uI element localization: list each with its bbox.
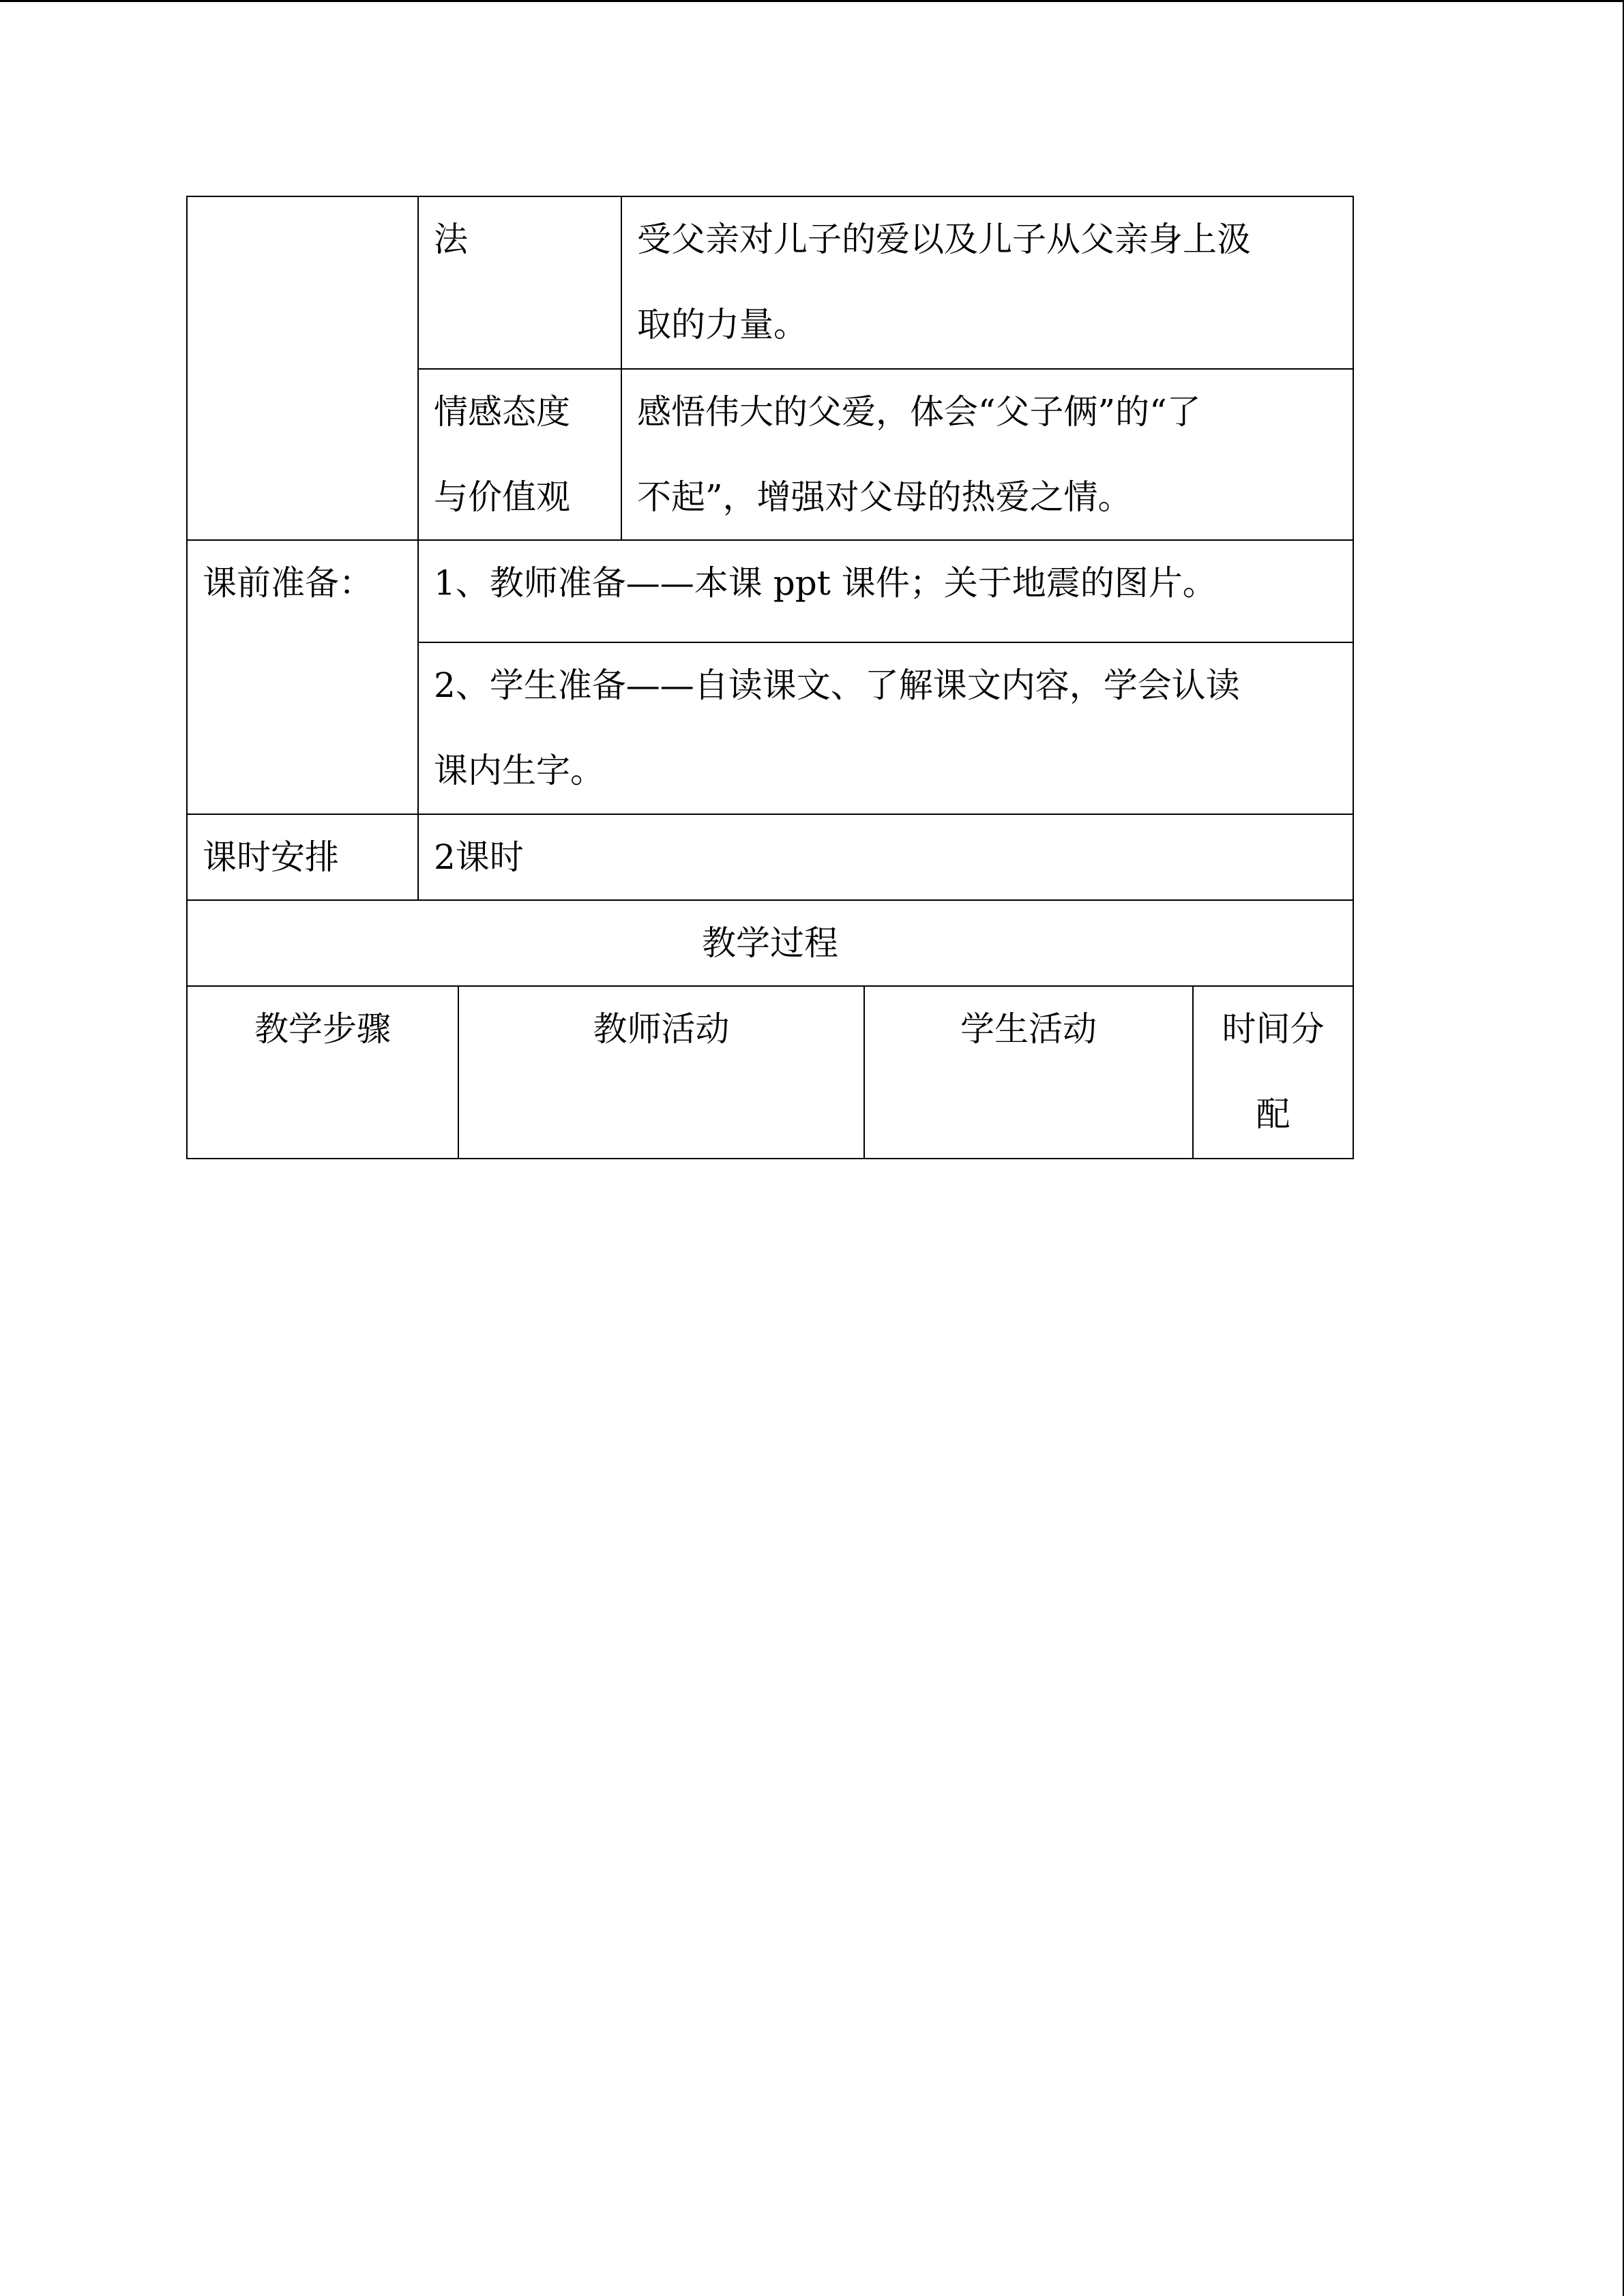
time-allocation-header-line-2: 配 — [1256, 1094, 1290, 1134]
preparation-item-2-line-2: 课内生字。 — [434, 751, 604, 790]
method-label-cell — [417, 196, 622, 370]
preparation-item-1: 1、教师准备——本课 ppt 课件；关于地震的图片。 — [434, 563, 1217, 603]
schedule-label-cell — [186, 814, 419, 901]
preparation-label-cell — [186, 539, 419, 815]
schedule-label: 课时安排 — [203, 837, 339, 877]
step-header-cell — [186, 985, 459, 1159]
method-content-line-2: 取的力量。 — [637, 305, 808, 344]
attitude-label-line-2: 与价值观 — [434, 477, 570, 517]
student-activity-header-cell — [863, 985, 1194, 1159]
attitude-content-line-2: 不起”，增强对父母的热爱之情。 — [637, 477, 1132, 517]
time-allocation-header-cell — [1192, 985, 1354, 1159]
attitude-label-line-1: 情感态度 — [434, 392, 570, 432]
teacher-activity-header-cell — [458, 985, 865, 1159]
time-allocation-header-line-1: 时间分 — [1222, 1009, 1325, 1049]
attitude-label-cell — [417, 368, 622, 541]
page-top-border — [0, 0, 1624, 2]
preparation-item-2-line-1: 2、学生准备——自读课文、了解课文内容，学会认读 — [434, 666, 1240, 705]
preparation-item-1-cell — [417, 539, 1354, 643]
attitude-content-cell — [621, 368, 1354, 541]
preparation-label: 课前准备： — [203, 563, 373, 603]
method-content-line-1: 受父亲对儿子的爱以及儿子从父亲身上汲 — [637, 220, 1251, 259]
schedule-value-cell — [417, 814, 1354, 901]
process-title: 教学过程 — [702, 923, 838, 963]
process-title-cell — [186, 899, 1354, 987]
objectives-category-cell — [186, 196, 419, 541]
student-activity-header: 学生活动 — [960, 1009, 1097, 1049]
preparation-item-2-cell — [417, 642, 1354, 815]
method-label-text: 法 — [434, 220, 468, 259]
step-header: 教学步骤 — [254, 1009, 391, 1049]
attitude-content-line-1: 感悟伟大的父爱，体会“父子俩”的“了 — [637, 392, 1201, 432]
method-content-cell — [621, 196, 1354, 370]
schedule-value: 2课时 — [434, 837, 524, 877]
teacher-activity-header: 教师活动 — [593, 1009, 730, 1049]
